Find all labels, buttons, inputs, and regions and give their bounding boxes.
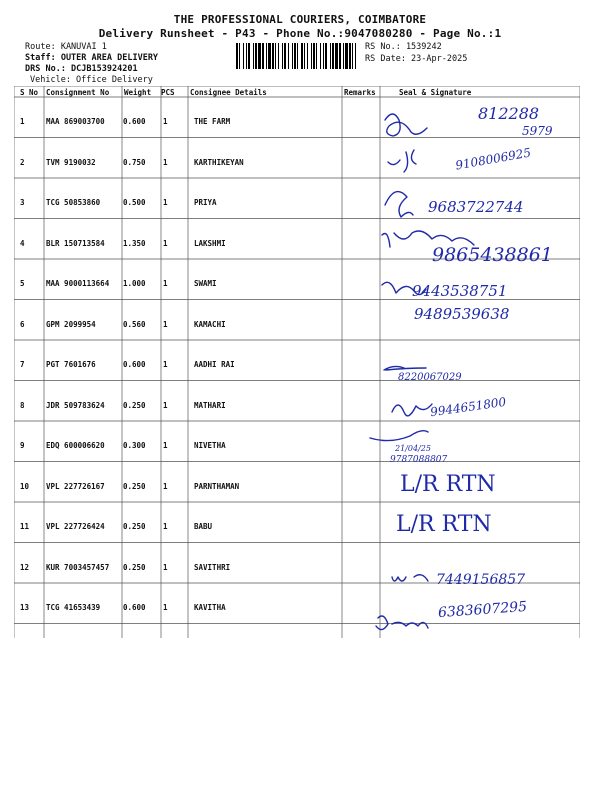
cell-consignment: PGT 7601676 [46,360,96,369]
cell-consignment: KUR 7003457457 [46,562,110,572]
cell-weight: 0.600 [123,117,146,126]
hw-row10-rtn: L/R RTN [400,472,496,497]
cell-consignee: PARNTHAMAN [194,481,240,491]
company-title: THE PROFESSIONAL COURIERS, COIMBATORE [173,13,427,26]
cell-pcs: 1 [163,198,168,207]
cell-pcs: 1 [163,603,168,612]
cell-consignee: SAVITHRI [194,562,231,572]
cell-consignee: KARTHIKEYAN [194,157,244,167]
cell-consignment: VPL 227726424 [46,522,105,531]
col-header-weight: Weight [124,88,152,97]
cell-weight: 0.250 [123,481,146,491]
cell-sno: 8 [20,400,25,410]
table-row [0,304,600,345]
cell-consignment: MAA 9000113664 [46,279,110,288]
vehicle-label: Vehicle: Office Delivery [30,75,153,85]
cell-consignee: KAVITHA [194,603,226,612]
cell-sno: 13 [20,603,30,612]
cell-sno: 12 [20,562,30,572]
cell-sno: 10 [20,481,30,491]
table-row [0,466,600,507]
cell-sno: 4 [20,238,25,248]
col-header-sno: S No [20,88,39,97]
drs-number: DRS No.: DCJB153924201 [25,64,138,74]
table-row [0,263,600,304]
table-row [0,506,600,547]
hw-row2-number: 9108006925 [454,145,532,173]
cell-pcs: 1 [163,238,168,248]
cell-consignee: AADHI RAI [194,360,235,369]
cell-sno: 3 [20,198,25,207]
cell-consignment: TCG 50853860 [46,198,101,207]
cell-weight: 1.000 [123,279,146,288]
cell-consignment: BLR 150713584 [46,238,105,248]
cell-pcs: 1 [163,481,168,491]
hw-row1-number: 812288 [478,104,540,123]
cell-consignment: GPM 2099954 [46,319,96,329]
cell-weight: 0.500 [123,198,146,207]
cell-consignee: KAMACHI [194,319,226,329]
cell-weight: 1.350 [123,238,146,248]
barcode [236,43,356,69]
rs-number: RS No.: 1539242 [365,42,442,52]
cell-weight: 0.560 [123,319,146,329]
cell-consignee: BABU [194,522,213,531]
cell-consignee: MATHARI [194,400,226,410]
cell-weight: 0.750 [123,157,146,167]
hw-row13-number: 6383607295 [437,598,528,622]
cell-consignment: EDQ 600006620 [46,441,105,450]
staff-label: Staff: OUTER AREA DELIVERY [25,53,159,63]
cell-consignee: LAKSHMI [194,238,226,248]
hw-row3-number: 9683722744 [428,198,524,216]
cell-weight: 0.250 [123,562,146,572]
cell-consignment: MAA 869003700 [46,117,105,126]
cell-pcs: 1 [163,400,168,410]
hw-row6-number-a: 9443538751 [412,282,508,300]
cell-consignment: JDR 509783624 [46,400,105,410]
cell-consignee: NIVETHA [194,441,226,450]
col-header-consignee: Consignee Details [190,88,267,97]
cell-weight: 0.600 [123,360,146,369]
hw-row7-number: 8220067029 [398,372,462,383]
cell-sno: 5 [20,279,25,288]
cell-consignee: PRIYA [194,198,217,207]
cell-consignment: VPL 227726167 [46,481,105,491]
cell-consignment: TVM 9190032 [46,157,96,167]
cell-consignee: SWAMI [194,279,217,288]
cell-weight: 0.600 [123,603,146,612]
runsheet-subtitle: Delivery Runsheet - P43 - Phone No.:9047080280 - Page No.:1 [98,27,502,40]
cell-pcs: 1 [163,360,168,369]
cell-sno: 1 [20,117,25,126]
hw-row4-number: 9865438861 [432,244,553,266]
route-label: Route: KANUVAI 1 [25,42,107,52]
col-header-pcs: PCS [161,88,175,97]
cell-sno: 2 [20,157,25,167]
hw-row11-rtn: L/R RTN [396,512,492,537]
cell-pcs: 1 [163,441,168,450]
cell-sno: 9 [20,441,25,450]
col-header-remarks: Remarks [344,88,376,97]
cell-consignment: TCG 41653439 [46,603,101,612]
hw-row1-number-b: 5979 [522,124,553,138]
hw-row8-number: 9944651800 [429,394,507,420]
table-row [0,344,600,385]
col-header-signature: Seal & Signature [399,88,472,97]
cell-weight: 0.300 [123,441,146,450]
hw-row6-number-b: 9489539638 [414,305,510,323]
cell-weight: 0.250 [123,400,146,410]
rs-date: RS Date: 23-Apr-2025 [365,54,468,64]
table-row [0,425,600,466]
col-header-consignment: Consignment No [46,88,110,97]
cell-weight: 0.250 [123,522,146,531]
cell-consignee: THE FARM [194,117,231,126]
table-row [0,385,600,426]
cell-pcs: 1 [163,279,168,288]
cell-sno: 6 [20,319,25,329]
cell-sno: 7 [20,360,25,369]
cell-pcs: 1 [163,117,168,126]
hw-row9-number: 9787088807 [390,455,448,465]
cell-pcs: 1 [163,319,168,329]
cell-pcs: 1 [163,522,168,531]
cell-pcs: 1 [163,562,168,572]
hw-row12-number: 7449156857 [436,572,526,588]
cell-sno: 11 [20,522,30,531]
hw-row9-date: 21/04/25 [395,444,431,453]
cell-pcs: 1 [163,157,168,167]
